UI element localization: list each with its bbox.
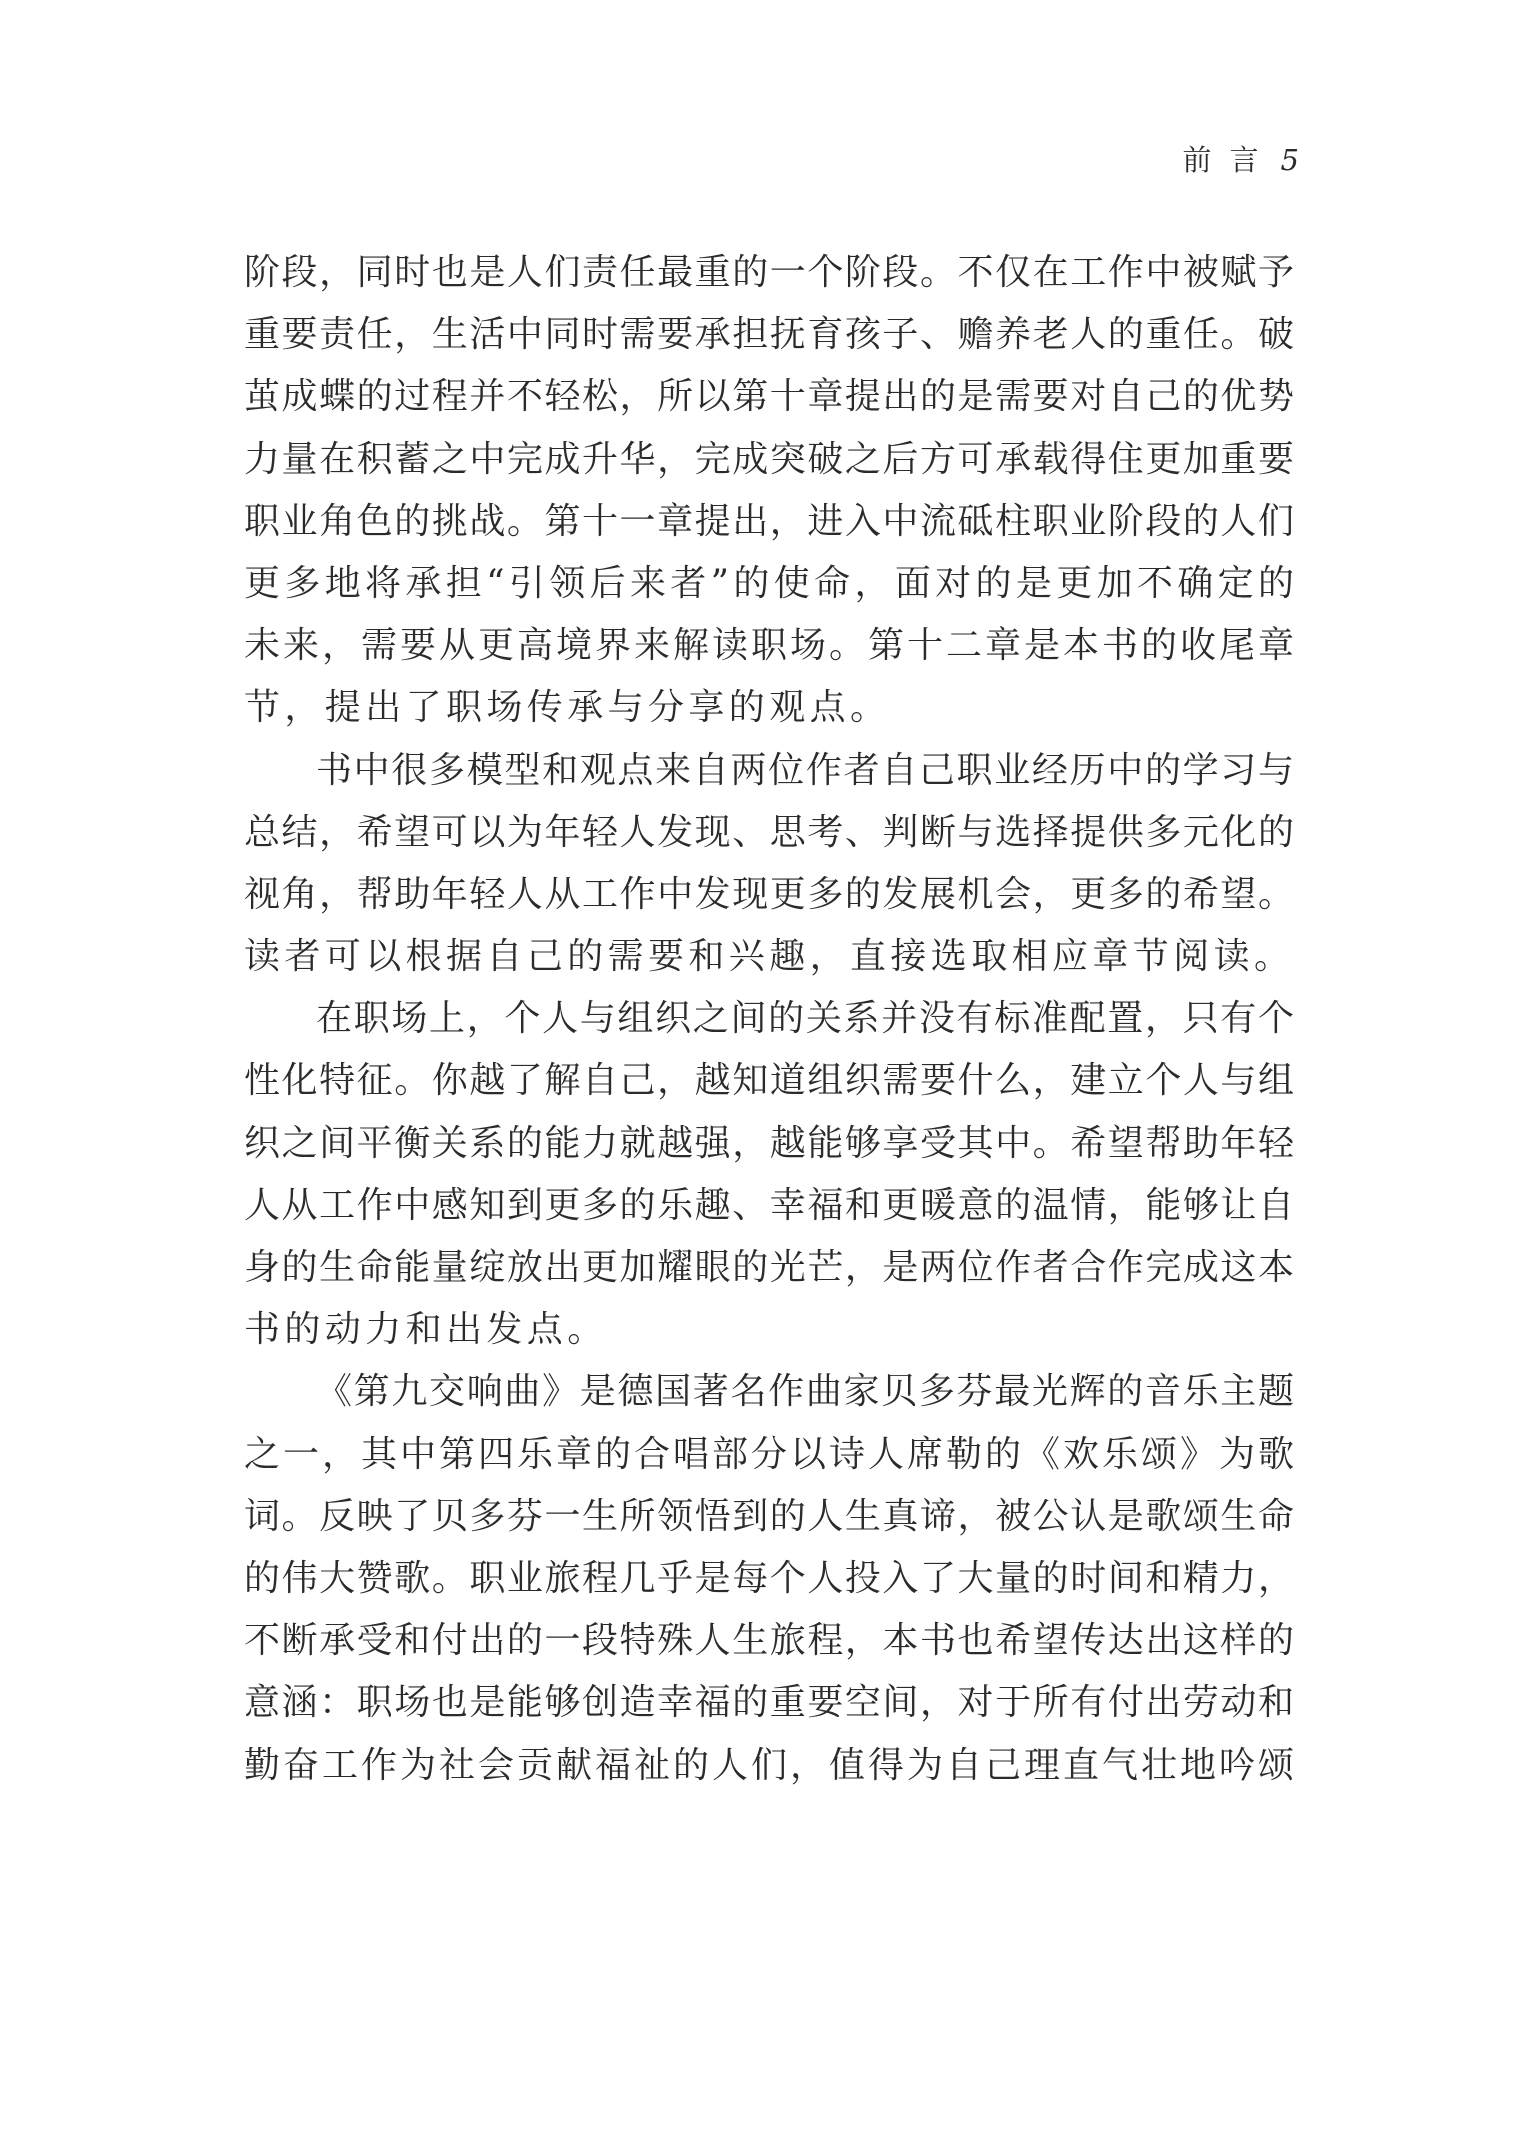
text-line: 未来，需要从更高境界来解读职场。第十二章是本书的收尾章 [244, 625, 1294, 667]
text-line: 不断承受和付出的一段特殊人生旅程，本书也希望传达出这样的 [244, 1620, 1294, 1662]
text-line: 之一，其中第四乐章的合唱部分以诗人席勒的《欢乐颂》为歌 [244, 1433, 1294, 1475]
text-line: 勤奋工作为社会贡献福祉的人们，值得为自己理直气壮地吟颂 [244, 1744, 1294, 1786]
text-line: 身的生命能量绽放出更加耀眼的光芒，是两位作者合作完成这本 [244, 1247, 1294, 1288]
page-number: 5 [1280, 143, 1299, 177]
text-line: 意涵：职场也是能够创造幸福的重要空间，对于所有付出劳动和 [244, 1682, 1294, 1724]
chapter-title: 前言 [1182, 143, 1277, 177]
text-line: 茧成蝶的过程并不轻松，所以第十章提出的是需要对自己的优势 [244, 376, 1294, 418]
paragraph [244, 988, 1294, 1361]
text-line: 重要责任，生活中同时需要承担抚育孩子、赡养老人的重任。破 [244, 314, 1294, 356]
text-line: 在职场上，个人与组织之间的关系并没有标准配置，只有个 [316, 998, 1294, 1040]
text-line: 书中很多模型和观点来自两位作者自己职业经历中的学习与 [316, 749, 1294, 791]
text-line: 职业角色的挑战。第十一章提出，进入中流砥柱职业阶段的人们 [244, 500, 1294, 542]
text-line: 视角，帮助年轻人从工作中发现更多的发展机会，更多的希望。 [244, 873, 1294, 915]
text-line: 书的动力和出发点。 [244, 1309, 608, 1351]
text-line: 人从工作中感知到更多的乐趣、幸福和更暖意的温情，能够让自 [244, 1184, 1294, 1226]
text-line: 的伟大赞歌。职业旅程几乎是每个人投入了大量的时间和精力， [244, 1557, 1294, 1599]
text-line: 更多地将承担“引领后来者”的使命，面对的是更加不确定的 [244, 562, 1294, 604]
text-line: 性化特征。你越了解自己，越知道组织需要什么，建立个人与组 [244, 1060, 1294, 1102]
text-line: 节，提出了职场传承与分享的观点。 [244, 687, 891, 729]
text-line: 阶段，同时也是人们责任最重的一个阶段。不仅在工作中被赋予 [244, 252, 1294, 293]
text-line: 织之间平衡关系的能力就越强，越能够享受其中。希望帮助年轻 [244, 1122, 1294, 1164]
text-line: 《第九交响曲》是德国著名作曲家贝多芬最光辉的音乐主题 [316, 1371, 1294, 1413]
text-line: 读者可以根据自己的需要和兴趣，直接选取相应章节阅读。 [244, 936, 1295, 978]
text-line: 总结，希望可以为年轻人发现、思考、判断与选择提供多元化的 [244, 811, 1294, 853]
paragraph [244, 1361, 1294, 1796]
paragraph [244, 242, 1294, 740]
body-text [244, 242, 1294, 1797]
paragraph [244, 740, 1294, 989]
running-head [1183, 142, 1299, 178]
text-line: 词。反映了贝多芬一生所领悟到的人生真谛，被公认是歌颂生命 [244, 1495, 1294, 1537]
text-line: 力量在积蓄之中完成升华，完成突破之后方可承载得住更加重要 [244, 438, 1294, 480]
